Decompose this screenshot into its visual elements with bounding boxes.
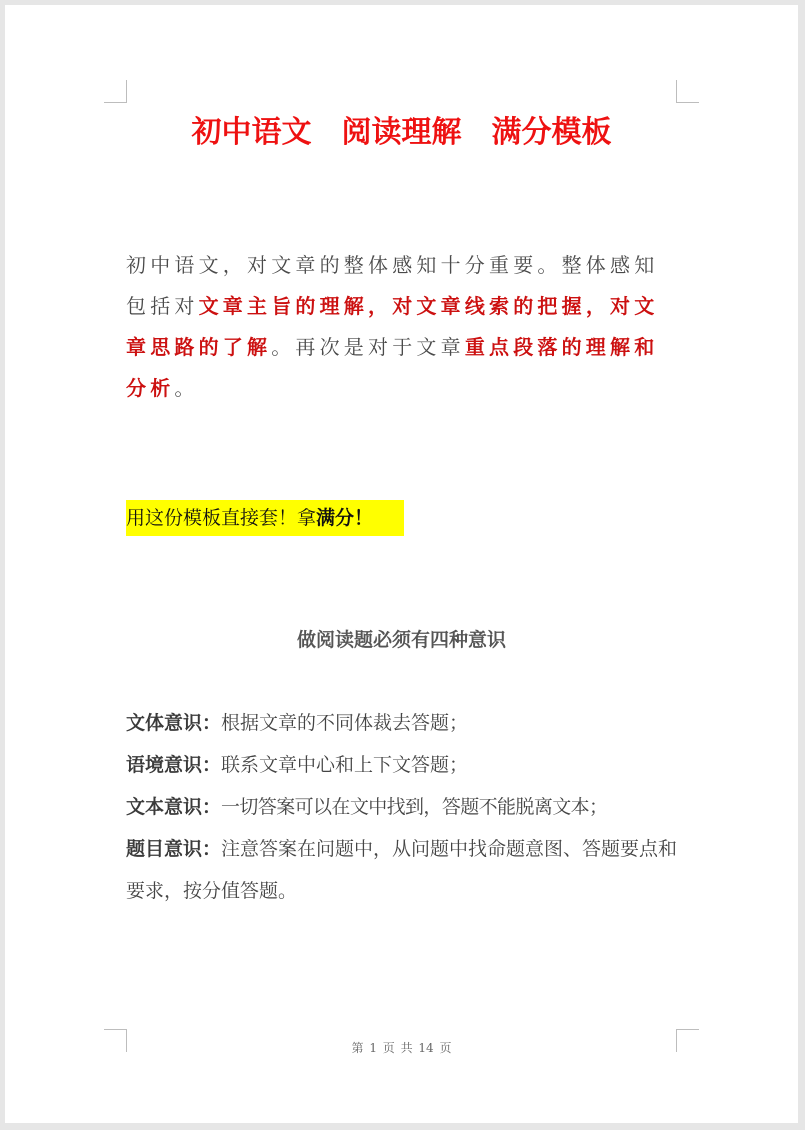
crop-mark-top-left xyxy=(104,80,127,103)
intro-text: 。 xyxy=(174,376,199,400)
list-item-label: 文本意识： xyxy=(126,796,222,818)
list-item xyxy=(126,828,686,912)
banner-bold-text: 满分！ xyxy=(316,507,374,529)
intro-highlight: 对文章思路的了解 xyxy=(126,294,659,359)
list-item-label: 题目意识： xyxy=(126,838,222,860)
list-item-label: 文体意识： xyxy=(126,712,222,734)
page-footer: 第 1 页 共 14 页 xyxy=(351,1041,452,1055)
list-item xyxy=(126,744,686,786)
document-page xyxy=(5,5,798,1123)
list-item-text: 根据文章的不同体裁去答题； xyxy=(221,712,469,734)
highlight-banner xyxy=(126,500,404,536)
crop-mark-top-right xyxy=(676,80,699,103)
banner-text: 用这份模板直接套！拿 xyxy=(126,507,317,529)
intro-text: 。再次是对于文章 xyxy=(271,335,465,359)
intro-highlight: 重点段落的理解和分析 xyxy=(126,335,659,400)
list-item-text: 联系文章中心和上下文答题； xyxy=(221,754,469,776)
intro-text: ， xyxy=(368,294,393,318)
list-item-text: 一切答案可以在文中找到，答题不能脱离文本； xyxy=(221,796,608,818)
list-item-label: 语境意识： xyxy=(126,754,222,776)
section-heading: 做阅读题必须有四种意识 xyxy=(296,629,506,651)
intro-highlight: 对文章线索的把握 xyxy=(392,294,586,318)
list-item xyxy=(126,702,686,744)
intro-text: 初中语文，对文章的整体感知十分重要。整体感知包括对 xyxy=(126,253,659,318)
intro-text: ， xyxy=(585,294,611,318)
intro-paragraph xyxy=(126,245,676,409)
document-title: 初中语文 阅读理解 满分模板 xyxy=(191,115,612,150)
awareness-list xyxy=(126,702,686,912)
intro-highlight: 文章主旨的理解 xyxy=(198,294,369,318)
list-item xyxy=(126,786,686,828)
list-item-text: 注意答案在问题中，从问题中找命题意图、答题要点和要求，按分值答题。 xyxy=(126,838,678,902)
